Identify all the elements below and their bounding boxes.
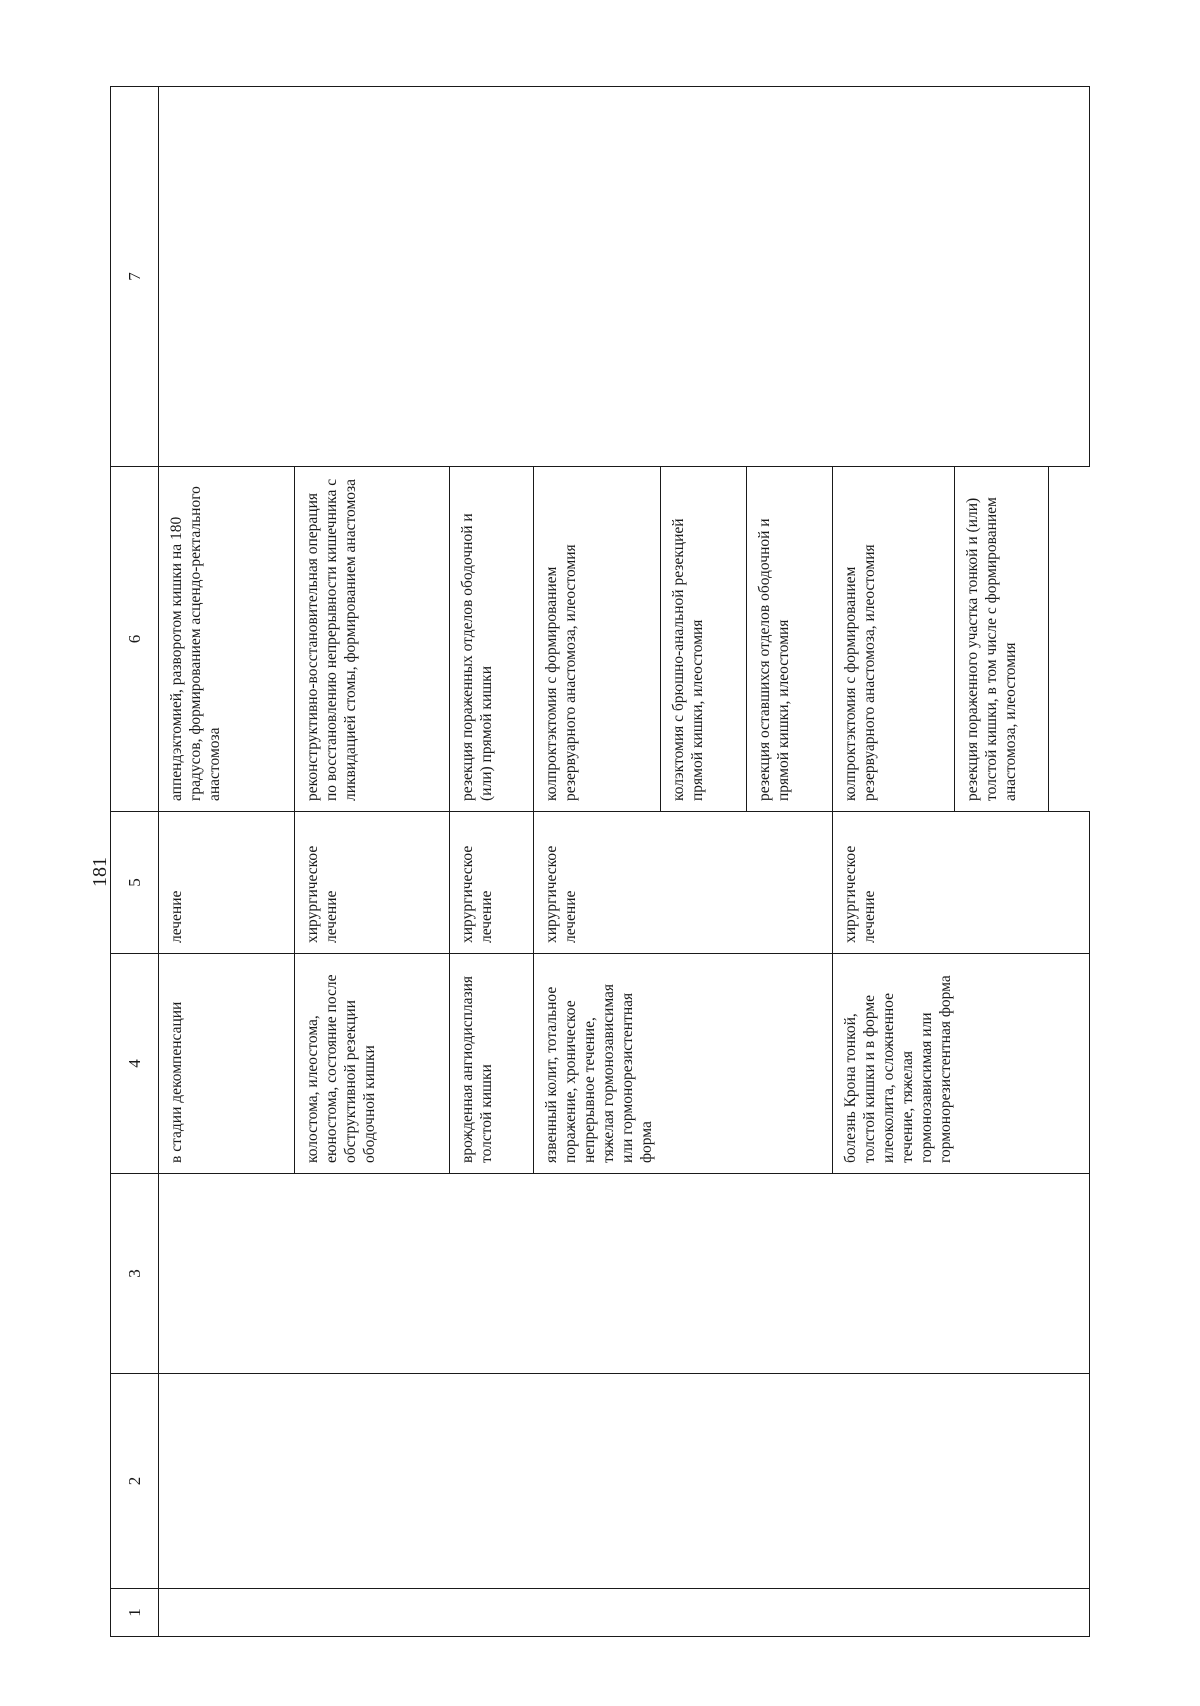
column-header-2: 2 [111,1374,159,1589]
cell-method-continued [1049,467,1090,812]
cell-col1 [158,1589,1089,1637]
cell-treatment-type: лечение [158,812,294,954]
column-header-6: 6 [111,467,159,812]
cell-method: колпроктэктомия с формированием резервуарного анастомоза, илеостомия [534,467,660,812]
page-number: 181 [89,857,111,887]
cell-diagnosis: врожденная ангиодисплазия толстой кишки [449,954,534,1174]
cell-treatment-type: хирургическое лечение [534,812,833,954]
cell-method: резекция оставшихся отделов ободочной и прямой кишки, илеостомия [747,467,833,812]
cell-col2 [158,1374,1089,1589]
column-number-row [111,87,159,1637]
cell-diagnosis: язвенный колит, тотальное поражение, хроническое непрерывное течение, тяжелая гормонозависимая или гормонорезистентная форма [534,954,833,1174]
cell-diagnosis: в стадии декомпенсации [158,954,294,1174]
cell-method: аппендэктомией, разворотом кишки на 180 градусов, формированием асцендо-ректального анастомоза [158,467,294,812]
procedures-table [110,86,1090,1637]
table-row [158,87,294,1637]
cell-method: колэктомия с брюшно-анальной резекцией прямой кишки, илеостомия [660,467,747,812]
rotated-table-area [110,87,1090,1637]
cell-method: резекция пораженного участка тонкой и (или) толстой кишки, в том числе с формированием анастомоза, илеостомия [955,467,1049,812]
column-header-7: 7 [111,87,159,467]
cell-diagnosis: болезнь Крона тонкой, толстой кишки и в форме илеоколита, осложненное течение, тяжелая гормонозависимая или гормонорезистентная форма [832,954,1089,1174]
column-header-4: 4 [111,954,159,1174]
cell-treatment-type: хирургическое лечение [449,812,534,954]
cell-method: колпроктэктомия с формированием резервуарного анастомоза, илеостомия [832,467,954,812]
column-header-3: 3 [111,1174,159,1374]
cell-col3 [158,1174,1089,1374]
cell-treatment-type: хирургическое лечение [294,812,449,954]
cell-diagnosis: колостома, илеостома, еюностома, состояние после обструктивной резекции ободочной кишки [294,954,449,1174]
cell-method: реконструктивно-восстановительная операция по восстановлению непрерывности кишечника с ликвидацией стомы, формированием анастомоза [294,467,449,812]
cell-col7 [158,87,1089,467]
cell-method: резекция пораженных отделов ободочной и (или) прямой кишки [449,467,534,812]
column-header-5: 5 [111,812,159,954]
column-header-1: 1 [111,1589,159,1637]
cell-treatment-type: хирургическое лечение [832,812,1089,954]
